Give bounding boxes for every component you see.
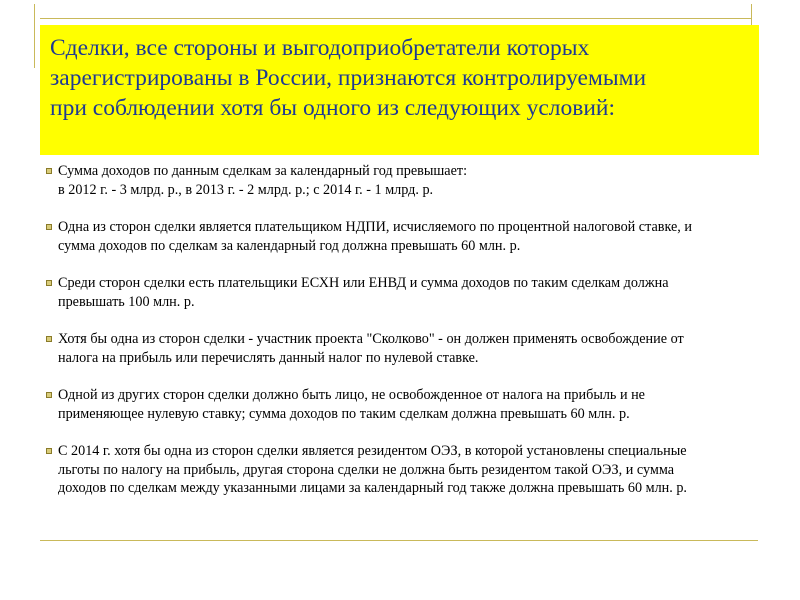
title-line: зарегистрированы в России, признаются контролируемыми (50, 65, 647, 91)
list-item-text: льготы по налогу на прибыль, другая сторона сделки не должна быть резидентом такой ОЭЗ, и сумма (58, 461, 675, 478)
square-bullet-icon (46, 168, 52, 174)
slide-title (50, 33, 747, 123)
list-item-text: Среди сторон сделки есть плательщики ЕСХН или ЕНВД и сумма доходов по таким сделкам должна (58, 275, 669, 291)
top-divider-line (40, 18, 752, 19)
square-bullet-icon (46, 280, 52, 286)
square-bullet-icon (46, 392, 52, 398)
list-item-text: доходов по сделкам между указанными лицами за календарный год также должна превышать 60 млн. р. (58, 480, 687, 496)
conditions-list (40, 162, 762, 517)
bottom-divider-line (40, 540, 758, 541)
square-bullet-icon (46, 336, 52, 342)
list-item-text: Одна из сторон сделки является плательщиком НДПИ, исчисляемого по процентной налоговой ставке, и (58, 219, 692, 235)
list-item-text: Хотя бы одна из сторон сделки - участник проекта "Сколково" - он должен применять освобождение от (58, 331, 684, 347)
list-item-text: превышать 100 млн. р. (58, 293, 195, 310)
square-bullet-icon (46, 448, 52, 454)
list-item (40, 218, 762, 255)
title-line: Сделки, все стороны и выгодоприобретатели которых (50, 35, 590, 61)
list-item-text: в 2012 г. - 3 млрд. р., в 2013 г. - 2 млрд. р.; с 2014 г. - 1 млрд. р. (58, 181, 434, 198)
list-item (40, 442, 762, 498)
list-item-text: сумма доходов по сделкам за календарный год должна превышать 60 млн. р. (58, 237, 521, 254)
list-item (40, 386, 762, 423)
title-block (40, 25, 759, 155)
list-item (40, 162, 762, 199)
square-bullet-icon (46, 224, 52, 230)
left-accent-line (34, 4, 35, 68)
list-item-text: С 2014 г. хотя бы одна из сторон сделки является резидентом ОЭЗ, в которой установлены специальные (58, 443, 687, 459)
list-item (40, 330, 762, 367)
list-item-text: Одной из других сторон сделки должно быть лицо, не освобожденное от налога на прибыль и не (58, 387, 645, 403)
list-item-text: применяющее нулевую ставку; сумма доходов по таким сделкам должна превышать 60 млн. р. (58, 405, 630, 422)
list-item-text: Сумма доходов по данным сделкам за календарный год превышает: (58, 163, 468, 179)
list-item-text: налога на прибыль или перечислять данный налог по нулевой ставке. (58, 349, 479, 366)
list-item (40, 274, 762, 311)
title-line: при соблюдении хотя бы одного из следующих условий: (50, 95, 616, 121)
